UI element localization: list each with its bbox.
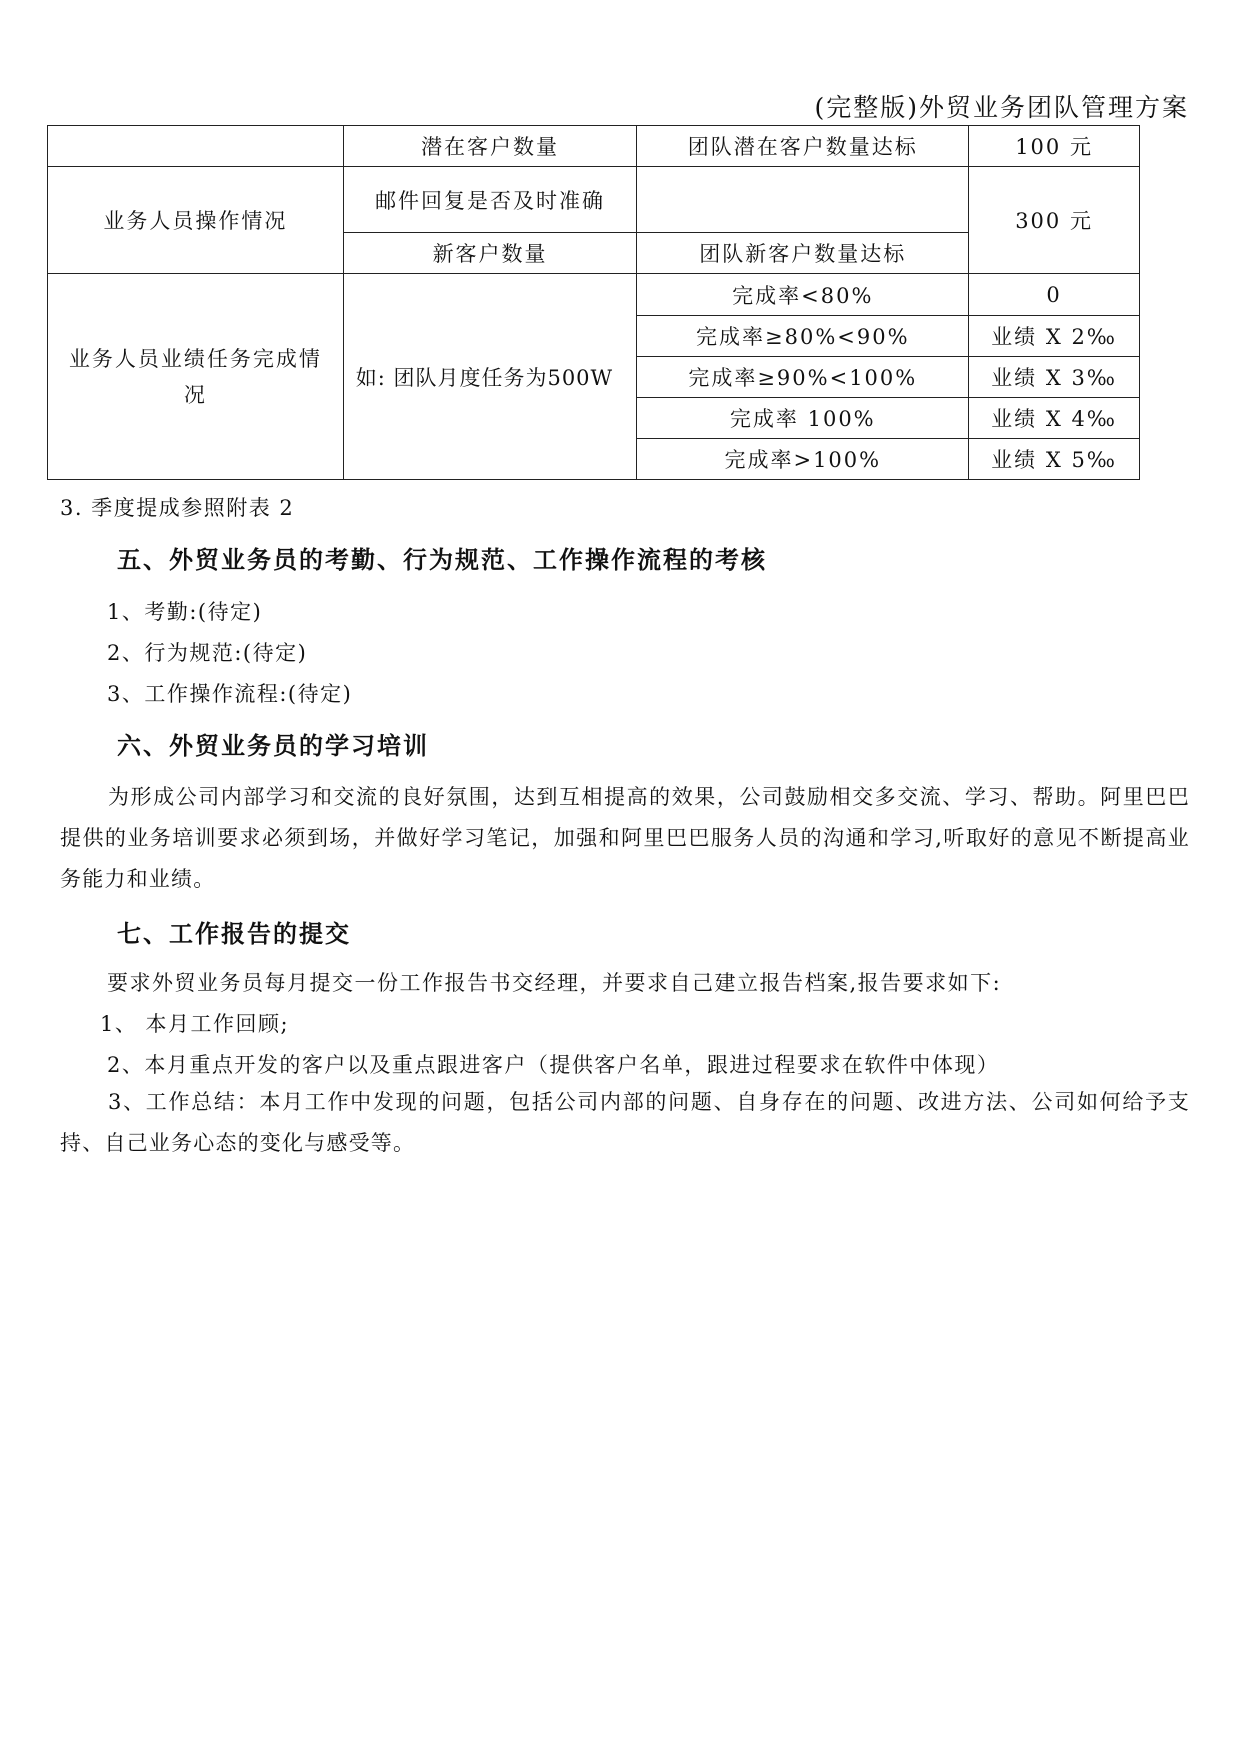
table-cell-condition: 完成率≥90%<100% [637,357,969,398]
table-row [48,126,1140,167]
section-5-heading: 五、外贸业务员的考勤、行为规范、工作操作流程的考核 [117,545,767,574]
table-row [48,274,1140,316]
section-7-item-3 [60,1082,1190,1164]
section-6-paragraph-text: 为形成公司内部学习和交流的良好氛围，达到互相提高的效果，公司鼓励相交多交流、学习、帮助。阿里巴巴提供的业务培训要求必须到场，并做好学习笔记，加强和阿里巴巴服务人员的沟通和学习,听取好的意见不断提高业务能力和业绩。 [60,785,1190,891]
section-6-paragraph [60,777,1190,900]
section-5-item: 3、工作操作流程:(待定) [107,682,353,706]
table-cell [637,167,969,233]
section-7-item: 1、 本月工作回顾; [100,1012,290,1036]
section-5-item: 1、考勤:(待定) [107,600,263,624]
table-cell-reward: 业绩 X 5‰ [969,439,1140,480]
table-cell: 团队新客户数量达标 [637,233,969,274]
table-cell-reward: 业绩 X 3‰ [969,357,1140,398]
section-7-item-text: 3、工作总结：本月工作中发现的问题，包括公司内部的问题、自身存在的问题、改进方法、公司如何给予支持、自己业务心态的变化与感受等。 [60,1090,1190,1155]
table-cell-reward: 300 元 [969,167,1140,274]
section-7-item: 2、本月重点开发的客户以及重点跟进客户（提供客户名单，跟进过程要求在软件中体现） [107,1053,1000,1077]
table-cell-condition: 完成率>100% [637,439,969,480]
section-6-heading: 六、外贸业务员的学习培训 [117,731,429,760]
table-cell-group-label: 业务人员操作情况 [48,167,344,274]
table-cell-example: 如: 团队月度任务为500W [343,274,637,480]
section-7-heading: 七、工作报告的提交 [117,919,351,948]
section-5-item: 2、行为规范:(待定) [107,641,308,665]
table-cell-reward: 0 [969,274,1140,316]
table-cell-group-label: 业务人员业绩任务完成情况 [48,274,344,480]
table-cell-condition: 完成率<80% [637,274,969,316]
table-cell: 潜在客户数量 [343,126,637,167]
table-cell-reward: 业绩 X 2‰ [969,316,1140,357]
table-cell-reward: 业绩 X 4‰ [969,398,1140,439]
table-cell: 邮件回复是否及时准确 [343,167,637,233]
section-7-intro: 要求外贸业务员每月提交一份工作报告书交经理，并要求自己建立报告档案,报告要求如下: [107,971,1002,995]
kpi-reward-table [47,125,1140,480]
table-cell-condition: 完成率 100% [637,398,969,439]
table-cell-condition: 完成率≥80%<90% [637,316,969,357]
table-row [48,167,1140,233]
document-header-title: (完整版)外贸业务团队管理方案 [814,93,1189,122]
note-quarterly-commission: 3. 季度提成参照附表 2 [60,496,295,520]
table-cell: 团队潜在客户数量达标 [637,126,969,167]
table-cell [48,126,344,167]
table-cell: 100 元 [969,126,1140,167]
table-cell: 新客户数量 [343,233,637,274]
